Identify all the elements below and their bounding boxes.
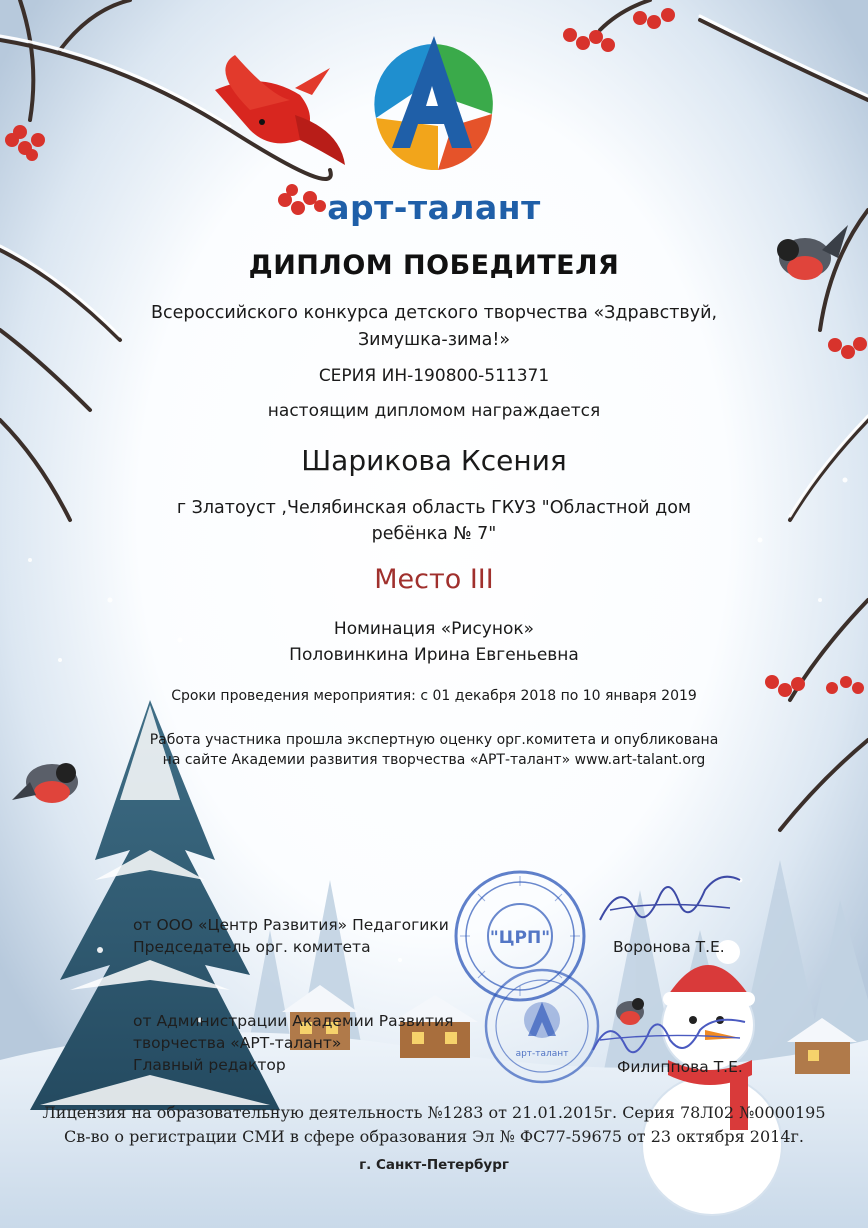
logo-brand-text: арт-талант — [327, 188, 541, 227]
signature-block-2 — [133, 1010, 453, 1076]
event-dates: Сроки проведения мероприятия: с 01 декабря 2018 по 10 января 2019 — [171, 688, 697, 704]
footer-media-registration: Св-во о регистрации СМИ в сфере образования Эл № ФС77-59675 от 23 октября 2014г. — [64, 1127, 804, 1146]
supervisor-name: Половинкина Ирина Евгеньевна — [289, 645, 579, 665]
stamp-art-talant-text: арт-талант — [515, 1049, 569, 1059]
organization-line-2: ребёнка № 7" — [371, 524, 497, 544]
art-talant-logo-icon — [368, 30, 500, 176]
sig1-line-2: Председатель орг. комитета — [133, 938, 371, 956]
nomination: Номинация «Рисунок» — [333, 619, 535, 639]
diploma-title: ДИПЛОМ ПОБЕДИТЕЛЯ — [248, 250, 620, 281]
stamp-art-talant — [482, 966, 602, 1086]
place-award: Место III — [374, 564, 494, 595]
contest-line-1: Всероссийского конкурса детского творчества «Здравствуй, — [150, 303, 718, 323]
nomination-block — [0, 616, 868, 668]
organization — [150, 495, 718, 547]
sig2-line-3: Главный редактор — [133, 1056, 286, 1074]
signature-block-1 — [133, 914, 449, 958]
review-note — [0, 730, 868, 770]
contest-name — [140, 300, 728, 354]
review-line-2: на сайте Академии развития творчества «АРТ-талант» www.art-talant.org — [162, 752, 706, 768]
sig2-line-1: от Администрации Академии Развития — [133, 1012, 454, 1030]
signature-voronova — [590, 870, 750, 940]
sig1-line-1: от ООО «Центр Развития» Педагогики — [133, 916, 449, 934]
footer-license: Лицензия на образовательную деятельность №1283 от 21.01.2015г. Серия 78Л02 №0000195 — [42, 1103, 826, 1122]
sig2-line-2: творчества «АРТ-талант» — [133, 1034, 342, 1052]
winner-name: Шарикова Ксения — [301, 444, 567, 477]
stamp-crp-text: "ЦРП" — [489, 928, 551, 948]
contest-line-2: Зимушка-зима!» — [357, 330, 511, 350]
organization-line-1: г Златоуст ,Челябинская область ГКУЗ "Областной дом — [176, 498, 692, 518]
series-number: СЕРИЯ ИН-190800-511371 — [318, 366, 550, 386]
awarded-text: настоящим дипломом награждается — [267, 401, 601, 421]
review-line-1: Работа участника прошла экспертную оценку орг.комитета и опубликована — [149, 732, 719, 748]
sig2-name: Филиппова Т.Е. — [617, 1058, 743, 1076]
footer-legal — [0, 1101, 868, 1149]
sig1-name: Воронова Т.Е. — [613, 938, 725, 956]
footer-city: г. Санкт-Петербург — [359, 1157, 509, 1173]
